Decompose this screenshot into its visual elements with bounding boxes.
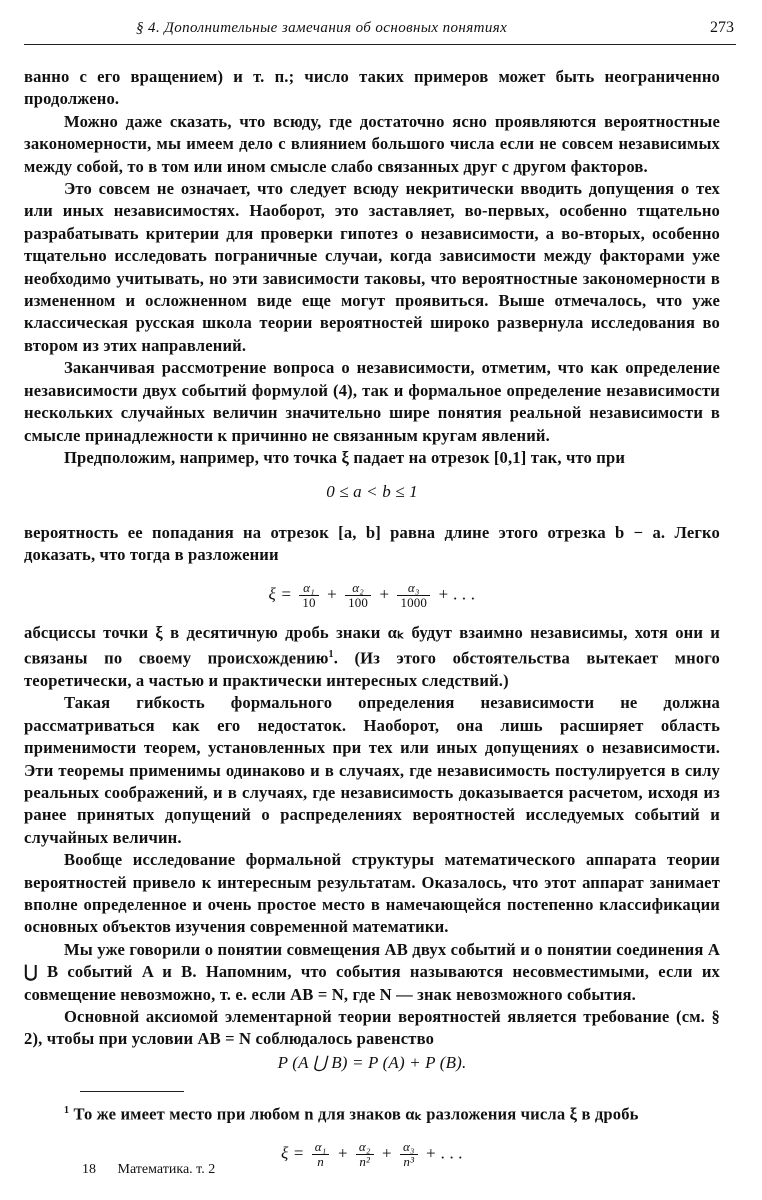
running-header bbox=[24, 14, 736, 45]
fraction-2: $\frac{\text{α₂}}{100}$ bbox=[345, 581, 371, 610]
footnote-text: То же имеет место при любом n для знаков αₖ разложения числа ξ в дробь bbox=[73, 1104, 639, 1124]
header-title: § 4. Дополнительные замечания об основных понятиях bbox=[136, 20, 508, 36]
fn-fraction-1: $\frac{\text{α₁}}{n}$ bbox=[312, 1140, 330, 1169]
paragraph-6: вероятность ее попадания на отрезок [a, b] равна длине этого отрезка b − a. Легко доказать, что тогда в разложении bbox=[24, 522, 720, 565]
fraction-1: $\frac{\text{α₁}}{10}$ bbox=[299, 581, 318, 610]
fn-fraction-2: $\frac{\text{α₂}}{\text{n²}}$ bbox=[356, 1140, 374, 1169]
footer-text: Математика. т. 2 bbox=[117, 1162, 216, 1177]
paragraph-10: Мы уже говорили о понятии совмещения AB двух событий и о понятии соединения A ⋃ B событий A и B. Напомним, что события называются несовместимыми, если их совмещение невозможно, т. е. если AB = N, где N — знак невозможного события. bbox=[24, 939, 720, 1004]
fn-fraction-3: $\frac{\text{α₃}}{\text{n³}}$ bbox=[400, 1140, 418, 1169]
formula-tail: + . . . bbox=[437, 583, 476, 603]
formula-decimal-expansion: ξ = $\frac{\text{α₁}}{10}$ + $\frac{\text{α₂}}{100}$ + $\frac{\text{α₃}}{1000}$ + . . . bbox=[268, 579, 476, 610]
page-number: 273 bbox=[710, 19, 734, 36]
paragraph-3: Это совсем не означает, что следует всюду некритически вводить допущения о тех или иных независимостях. Наоборот, это заставляет, во-первых, особенно тщательно разрабатывать критерии для проверки гипотез о независимости, а во-вторых, особенно тщательно исследовать пограничные случаи, когда зависимости между факторами уже необходимо учитывать, но эти зависимости таковы, что вероятностные закономерности в измененном и осложненном виде еще могут проявиться. Выше отмечалось, что уже классическая русская школа теории вероятностей широко развернула исследования во втором из этих направлений. bbox=[24, 179, 720, 355]
footnote-divider bbox=[80, 1091, 184, 1092]
footnote-mark: 1 bbox=[64, 1104, 70, 1116]
paragraph-8: Такая гибкость формального определения независимости не должна рассматриваться как его недостаток. Наоборот, она лишь расширяет область применимости теорем, установленных при тех или иных допущениях о независимости. Эти теоремы применимы одинаково и в случаях, где независимость постулируется в силу реальных соображений, и в случаях, где независимость доказывается расчетом, исходя из ранее принятых допущений о распределениях вероятностей исследуемых событий и случайных величин. bbox=[24, 693, 720, 847]
paragraph-1: ванно с его вращением) и т. п.; число таких примеров может быть неограниченно продолжено. bbox=[24, 67, 720, 109]
formula-lhs: ξ = bbox=[268, 583, 292, 603]
formula-inequality: 0 ≤ a < b ≤ 1 bbox=[326, 482, 418, 502]
paragraph-5: Предположим, например, что точка ξ падает на отрезок [0,1] так, что при bbox=[64, 447, 626, 467]
paragraph-11: Основной аксиомой элементарной теории вероятностей является требование (см. § 2), чтобы при условии AB = N соблюдалось равенство bbox=[24, 1006, 720, 1049]
paragraph-7: абсциссы точки ξ в десятичную дробь знаки αₖ будут взаимно независимы, хотя они и связаны по своему происхождению$^1$. (Из этого обстоятельства вытекает много теоретически, а частью и практически интересных следствий.) bbox=[24, 622, 720, 690]
page-footer bbox=[82, 1162, 215, 1178]
formula-additivity: P (A ⋃ B) = P (A) + P (B). bbox=[277, 1052, 467, 1072]
paragraph-9: Вообще исследование формальной структуры математического аппарата теории вероятностей привело к интересным результатам. Оказалось, что этот аппарат занимает вполне определенное и очень простое место в намечающейся постепенно классификации основных объектов изучения современной математики. bbox=[24, 850, 720, 937]
footnote bbox=[24, 1100, 720, 1126]
paragraph-4: Заканчивая рассмотрение вопроса о независимости, отметим, что как определение независимости двух событий формулой (4), так и формальное определение независимости нескольких случайных величин значительно шире понятия реальной независимости в смысле принадлежности к причинно не связанным кругам явлений. bbox=[24, 358, 720, 445]
paragraph-2: Можно даже сказать, что всюду, где достаточно ясно проявляются вероятностные закономерности, мы имеем дело с влиянием большого числа если не совсем независимых между собой, то в том или ином смысле слабо связанных друг с другом факторов. bbox=[24, 111, 720, 176]
body-text bbox=[24, 66, 720, 1169]
signature-mark: 18 bbox=[82, 1162, 96, 1177]
footnote-formula: ξ = $\frac{\text{α₁}}{n}$ + $\frac{\text{α₂}}{\text{n²}}$ + $\frac{\text{α₃}}{\text{n³}}$ + . . . bbox=[280, 1138, 464, 1169]
footnote-ref: 1 bbox=[328, 648, 334, 660]
fraction-3: $\frac{\text{α₃}}{1000}$ bbox=[397, 581, 430, 610]
